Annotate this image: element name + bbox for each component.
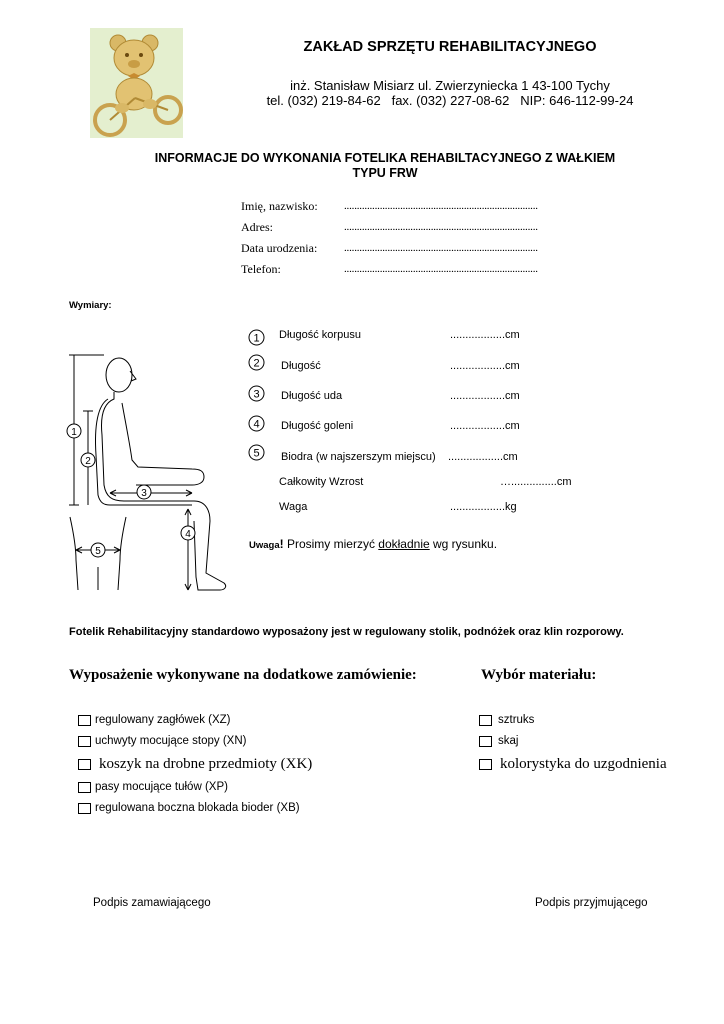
address-label: Adres: (241, 220, 273, 234)
measure-label-1: Długość korpusu (279, 329, 361, 341)
document-title-line-1: INFORMACJE DO WYKONANIA FOTELIKA REHABILTACYJNEGO Z WAŁKIEM (154, 151, 616, 165)
checkbox-headrest[interactable] (78, 715, 91, 726)
checkbox-leatherette[interactable] (479, 736, 492, 747)
option-headrest-label: regulowany zagłówek (XZ) (95, 714, 231, 726)
option-torso-belts[interactable] (78, 781, 228, 793)
figure-label-4: 4 (185, 529, 191, 540)
company-address: inż. Stanisław Misiarz ul. Zwierzyniecka 1 43-100 Tychy (290, 78, 610, 93)
figure-label-1: 1 (71, 427, 77, 438)
note-text-before: Prosimy mierzyć (283, 537, 379, 551)
measure-label-2: Długość (281, 360, 321, 372)
measure-number-4: 4 (253, 418, 260, 431)
measure-label-3: Długość uda (281, 390, 343, 402)
address-field[interactable]: ............................................................................ (344, 221, 538, 233)
company-contact: tel. (032) 219-84-62 fax. (032) 227-08-62 NIP: 646-112-99-24 (266, 93, 634, 108)
material-color-label: kolorystyka do uzgodnienia (500, 756, 667, 772)
material-color[interactable] (479, 756, 667, 773)
note-word: Uwaga (249, 540, 280, 551)
measure-number-3: 3 (253, 388, 260, 401)
name-label: Imię, nazwisko: (241, 199, 318, 213)
measure-number-4-icon (248, 415, 265, 432)
checkbox-color[interactable] (479, 759, 492, 770)
option-foot-straps-label: uchwyty mocujące stopy (XN) (95, 735, 247, 747)
note-exclamation: ! (279, 537, 284, 551)
checkbox-hip-block[interactable] (78, 803, 91, 814)
signature-receiver: Podpis przyjmującego (535, 897, 648, 909)
measure-value-1[interactable]: ..................cm (450, 329, 520, 341)
material-corduroy-label: sztruks (498, 714, 535, 726)
material-corduroy[interactable] (479, 714, 534, 726)
measure-number-3-icon (248, 385, 265, 402)
checkbox-basket[interactable] (78, 759, 91, 770)
measure-number-5: 5 (253, 447, 260, 460)
option-hip-block[interactable] (78, 802, 300, 814)
material-leatherette[interactable] (479, 735, 518, 747)
measure-label-5: Biodra (w najszerszym miejscu) (281, 451, 436, 463)
document-title-line-2: TYPU FRW (352, 166, 418, 180)
option-basket[interactable] (78, 756, 312, 773)
note-underlined: dokładnie (378, 537, 430, 551)
measure-number-5-icon (248, 444, 265, 461)
figure-label-5: 5 (95, 546, 101, 557)
figure-label-2: 2 (85, 456, 91, 467)
company-logo (90, 28, 183, 138)
measure-value-5[interactable]: ..................cm (448, 451, 518, 463)
option-torso-belts-label: pasy mocujące tułów (XP) (95, 781, 228, 793)
measure-value-2[interactable]: ..................cm (450, 360, 520, 372)
dimensions-heading: Wymiary: (69, 300, 112, 311)
checkbox-torso-belts[interactable] (78, 782, 91, 793)
name-field[interactable]: ............................................................................ (344, 200, 538, 212)
measurement-figure (64, 345, 234, 595)
option-headrest[interactable] (78, 714, 231, 726)
measure-number-2-icon (248, 354, 265, 371)
option-foot-straps[interactable] (78, 735, 246, 747)
option-hip-block-label: regulowana boczna blokada bioder (XB) (95, 802, 300, 814)
phone-label: Telefon: (241, 262, 281, 276)
material-leatherette-label: skaj (498, 735, 519, 747)
material-heading: Wybór materiału: (481, 667, 597, 683)
measure-value-3[interactable]: ..................cm (450, 390, 520, 402)
birthdate-label: Data urodzenia: (241, 241, 318, 255)
standard-equipment-note: Fotelik Rehabilitacyjny standardowo wyposażony jest w regulowany stolik, podnóżek oraz klin rozporowy. (69, 626, 624, 638)
note-text-after: wg rysunku. (429, 537, 498, 551)
measure-value-4[interactable]: ..................cm (450, 420, 520, 432)
option-basket-label: koszyk na drobne przedmioty (XK) (99, 756, 313, 772)
figure-label-3: 3 (141, 488, 147, 499)
height-label: Całkowity Wzrost (279, 476, 364, 488)
measure-number-1: 1 (253, 332, 260, 345)
document-title (120, 151, 650, 181)
measurement-note (249, 537, 497, 551)
measure-label-4: Długość goleni (281, 420, 354, 432)
signature-orderer: Podpis zamawiającego (93, 897, 211, 909)
birthdate-field[interactable]: ............................................................................ (344, 242, 538, 254)
phone-field[interactable]: ............................................................................ (344, 263, 538, 275)
checkbox-foot-straps[interactable] (78, 736, 91, 747)
measure-number-2: 2 (253, 357, 260, 370)
weight-value[interactable]: ..................kg (450, 501, 517, 513)
measure-number-1-icon (248, 329, 265, 346)
height-value[interactable]: …...............cm (500, 476, 572, 488)
company-name: ZAKŁAD SPRZĘTU REHABILITACYJNEGO (303, 39, 597, 55)
weight-label: Waga (279, 501, 308, 513)
extras-heading: Wyposażenie wykonywane na dodatkowe zamówienie: (69, 667, 417, 683)
checkbox-corduroy[interactable] (479, 715, 492, 726)
